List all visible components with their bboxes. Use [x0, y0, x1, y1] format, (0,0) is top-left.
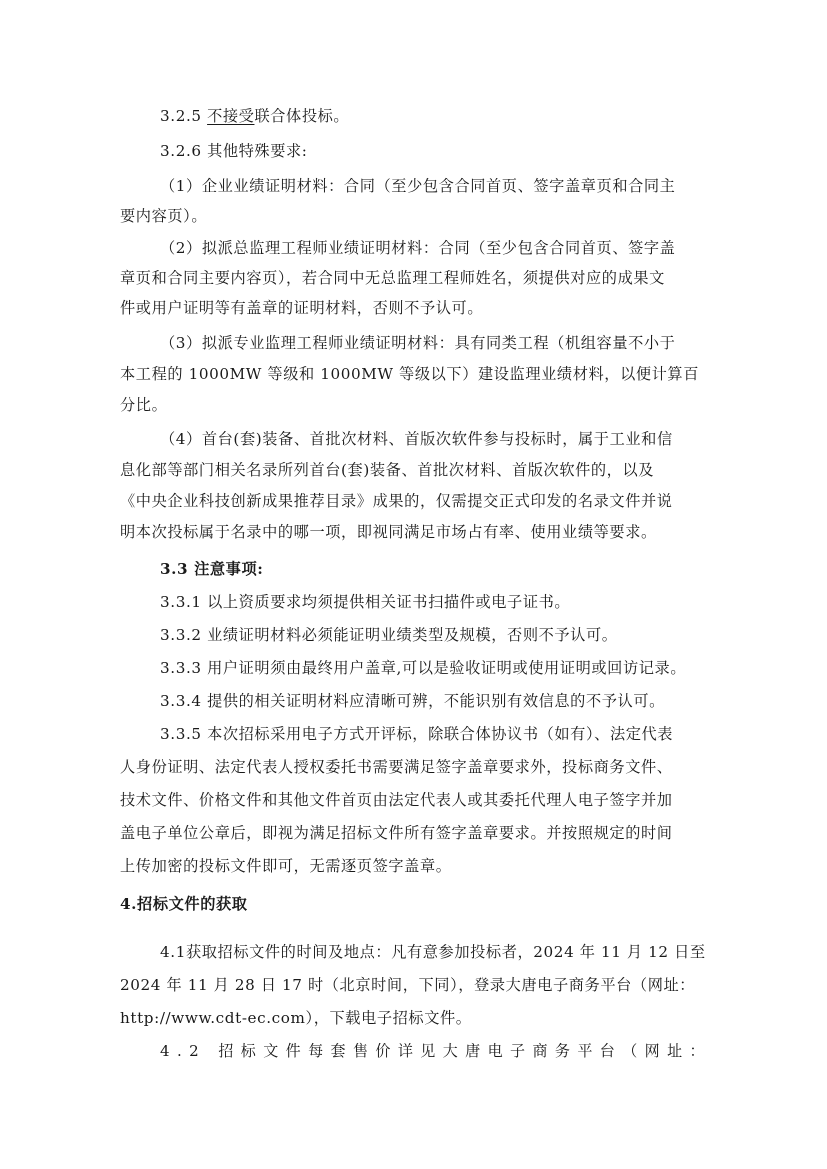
paragraph-line: 上传加密的投标文件即可，无需逐页签字盖章。	[120, 857, 452, 875]
clause-3-3-5: 3.3.5 本次招标采用电子方式开评标，除联合体协议书（如有）、法定代表	[160, 725, 674, 743]
paragraph-line: 盖电子单位公章后，即视为满足招标文件所有签字盖章要求。并按照规定的时间	[120, 824, 673, 842]
paragraph-line: 件或用户证明等有盖章的证明材料，否则不予认可。	[120, 299, 484, 317]
paragraph-line: 《中央企业科技创新成果推荐目录》成果的，仅需提交正式印发的名录文件并说	[120, 492, 673, 510]
paragraph-line: 2024 年 11 月 28 日 17 时（北京时间，下同），登录大唐电子商务平台（网址：	[120, 976, 696, 994]
clause-3-2-5	[160, 106, 349, 126]
clause-3-2-6: 3.2.6 其他特殊要求:	[160, 142, 308, 160]
section-heading-4: 4.招标文件的获取	[120, 895, 248, 913]
paragraph-line: （4）首台(套)装备、首批次材料、首版次软件参与投标时，属于工业和信	[160, 430, 673, 448]
url-line: http://www.cdt-ec.com），下载电子招标文件。	[120, 1009, 472, 1027]
clause-3-3-1: 3.3.1 以上资质要求均须提供相关证书扫描件或电子证书。	[160, 593, 571, 611]
clause-text: 联合体投标。	[254, 107, 350, 125]
paragraph-line: （2）拟派总监理工程师业绩证明材料：合同（至少包含合同首页、签字盖	[160, 239, 676, 257]
section-heading-3-3: 3.3 注意事项:	[160, 560, 264, 578]
paragraph-line: （1）企业业绩证明材料：合同（至少包含合同首页、签字盖章页和合同主	[160, 177, 676, 195]
paragraph-line: 分比。	[120, 396, 168, 414]
paragraph-line: 本工程的 1000MW 等级和 1000MW 等级以下）建设监理业绩材料，以便计算百	[120, 365, 700, 383]
paragraph-line: 技术文件、价格文件和其他文件首页由法定代表人或其委托代理人电子签字并加	[120, 791, 673, 809]
paragraph-line: （3）拟派专业监理工程师业绩证明材料：具有同类工程（机组容量不小于	[160, 334, 676, 352]
paragraph-line: 要内容页）。	[120, 207, 208, 225]
paragraph-line: 人身份证明、法定代表人授权委托书需要满足签字盖章要求外，投标商务文件、	[120, 758, 673, 776]
paragraph-line: 明本次投标属于名录中的哪一项，即视同满足市场占有率、使用业绩等要求。	[120, 523, 657, 541]
clause-3-3-2: 3.3.2 业绩证明材料必须能证明业绩类型及规模，否则不予认可。	[160, 626, 618, 644]
clause-4-1: 4.1获取招标文件的时间及地点：凡有意参加投标者，2024 年 11 月 12 日至	[160, 943, 706, 961]
paragraph-line: 章页和合同主要内容页），若合同中无总监理工程师姓名，须提供对应的成果文	[120, 269, 665, 287]
clause-4-2: 4.2 招标文件每套售价详见大唐电子商务平台（网址：	[160, 1042, 712, 1060]
clause-number: 3.2.5	[160, 107, 208, 125]
clause-3-3-3: 3.3.3 用户证明须由最终用户盖章,可以是验收证明或使用证明或回访记录。	[160, 659, 687, 677]
paragraph-line: 息化部等部门相关名录所列首台(套)装备、首批次材料、首版次软件的，以及	[120, 461, 655, 479]
clause-3-3-4: 3.3.4 提供的相关证明材料应清晰可辨，不能识别有效信息的不予认可。	[160, 692, 665, 710]
underlined-text: 不接受	[207, 107, 255, 125]
